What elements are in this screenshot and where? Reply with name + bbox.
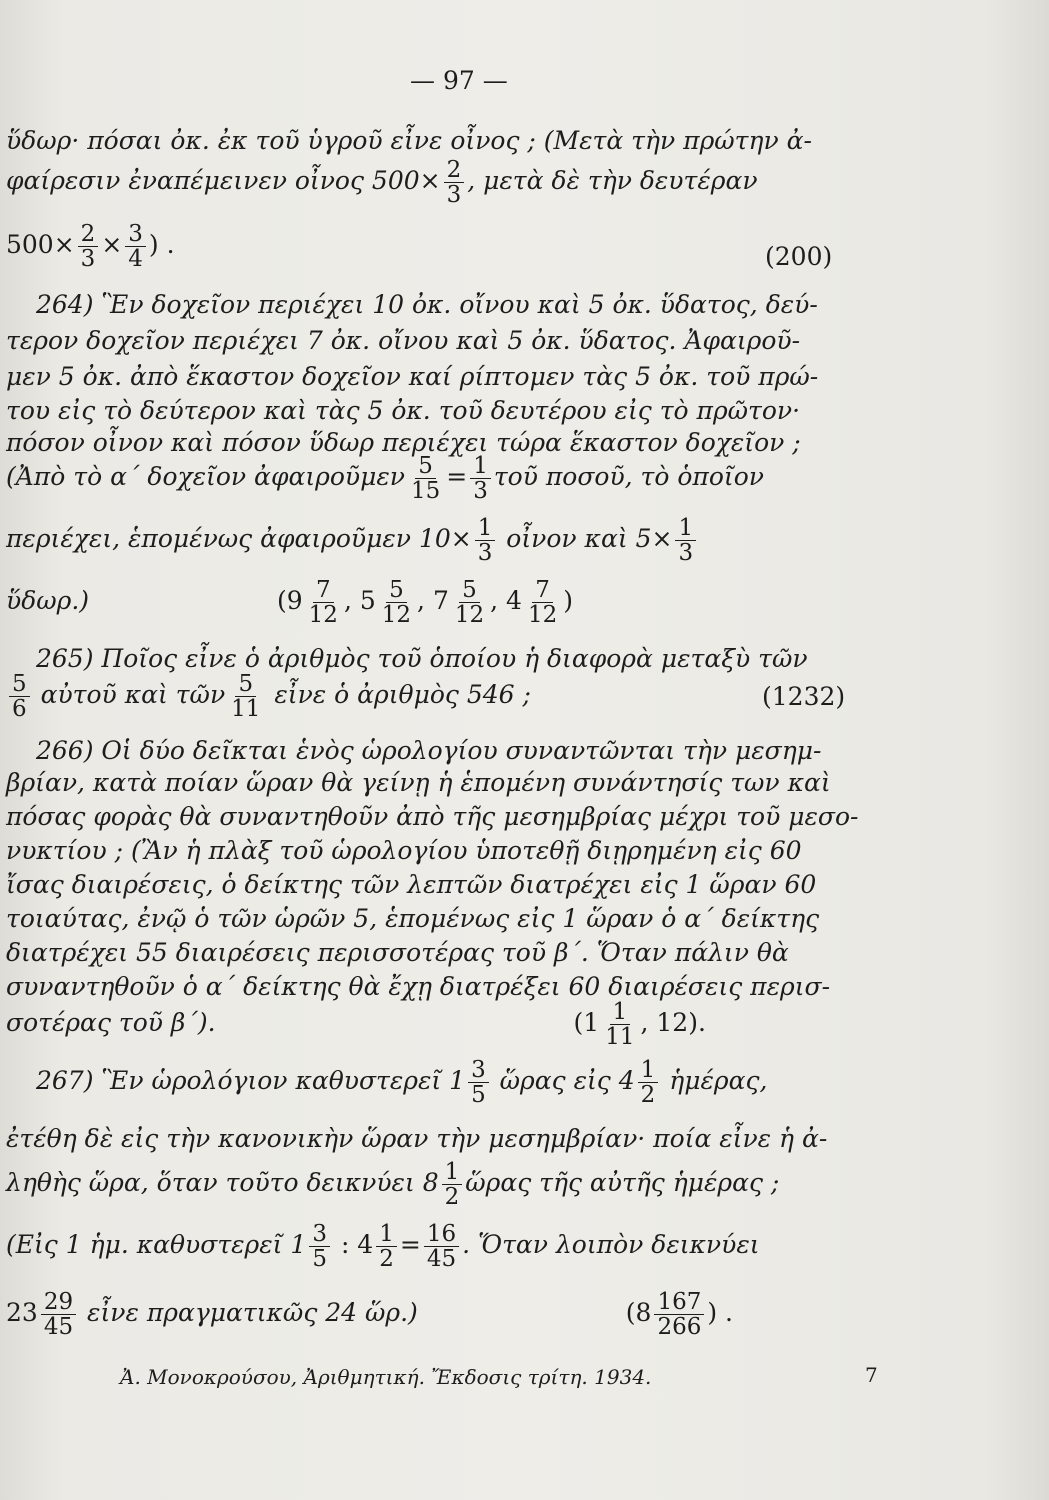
text-line: ἴσας διαιρέσεις, ὁ δείκτης τῶν λεπτῶν διατρέχει εἰς 1 ὥραν 60 bbox=[6, 870, 817, 899]
fraction: $\frac{7}{12}$ bbox=[308, 577, 338, 629]
fraction: $\frac{2}{3}$ bbox=[444, 158, 465, 207]
text-line: $\frac{5}{6}$ αὐτοῦ καὶ τῶν $\frac{5}{11}$ εἶνε ὁ ἀριθμὸς 546 ; bbox=[6, 672, 531, 721]
page-number: — 97 — bbox=[410, 66, 508, 95]
problem-267: 267) Ἓν ὡρολόγιον καθυστερεῖ 1 $\frac{3}{5}$ ὥρας εἰς 4 $\frac{1}{2}$ ἡμέρας, bbox=[36, 1057, 768, 1109]
fraction: $\frac{1}{3}$ bbox=[675, 516, 696, 565]
text-line: διατρέχει 55 διαιρέσεις περισσοτέρας τοῦ β΄. Ὅταν πάλιν θὰ bbox=[6, 938, 789, 967]
text-line: φαίρεσιν ἐναπέμεινεν οἶνος 500× $\frac{2}{3}$ , μετὰ δὲ τὴν δευτέραν bbox=[6, 157, 758, 209]
fraction: $\frac{5}{15}$ bbox=[410, 453, 441, 505]
fraction: $\frac{5}{11}$ bbox=[231, 671, 261, 723]
text-line: σοτέρας τοῦ β΄). (1 $\frac{1}{11}$ , 12). bbox=[6, 999, 706, 1051]
answer: (200) bbox=[765, 242, 833, 271]
problem-264: 264) Ἓν δοχεῖον περιέχει 10 ὀκ. οἴνου καὶ 5 ὀκ. ὕδατος, δεύ- bbox=[36, 290, 818, 319]
fraction: $\frac{5}{6}$ bbox=[9, 672, 30, 721]
fraction: $\frac{5}{12}$ bbox=[454, 577, 485, 629]
text-line: μεν 5 ὀκ. ἀπὸ ἕκαστον δοχεῖον καί ρίπτομεν τὰς 5 ὀκ. τοῦ πρώ- bbox=[6, 362, 819, 391]
text-line: νυκτίου ; (Ἂν ἡ πλὰξ τοῦ ὡρολογίου ὑποτεθῇ διῃρημένη εἰς 60 bbox=[6, 836, 802, 865]
text-line: τερον δοχεῖον περιέχει 7 ὀκ. οἴνου καὶ 5 ὀκ. ὕδατος. Ἀφαιροῦ- bbox=[6, 326, 801, 355]
fraction: $\frac{1}{3}$ bbox=[475, 516, 496, 565]
fraction: $\frac{1}{2}$ bbox=[376, 1222, 397, 1271]
fraction: $\frac{1}{2}$ bbox=[638, 1058, 659, 1107]
fraction: $\frac{5}{12}$ bbox=[381, 577, 412, 629]
text-line: τοιαύτας, ἐνῷ ὁ τῶν ὡρῶν 5, ἑπομένως εἰς 1 ὥραν ὁ α΄ δείκτης bbox=[6, 904, 820, 933]
text-line: 23 $\frac{29}{45}$ εἶνε πραγματικῶς 24 ὥρ.) (8 $\frac{167}{266}$ ) . bbox=[6, 1289, 733, 1341]
text-line: (Εἰς 1 ἡμ. καθυστερεῖ 1 $\frac{3}{5}$ : 4 $\frac{1}{2}$ = $\frac{16}{45}$ . Ὅταν λοιπὸν δεικνύει bbox=[6, 1221, 760, 1273]
problem-265: 265) Ποῖος εἶνε ὁ ἀριθμὸς τοῦ ὁποίου ἡ διαφορὰ μεταξὺ τῶν bbox=[36, 644, 808, 673]
fraction: $\frac{3}{4}$ bbox=[125, 222, 146, 271]
fraction: $\frac{3}{5}$ bbox=[309, 1222, 330, 1271]
fraction: $\frac{7}{12}$ bbox=[527, 577, 558, 629]
text-line: ληθὴς ὥρα, ὅταν τοῦτο δεικνύει 8 $\frac{1}{2}$ ὥρας τῆς αὐτῆς ἡμέρας ; bbox=[6, 1159, 780, 1211]
signature-mark: 7 bbox=[865, 1363, 878, 1387]
text-line: συναντηθοῦν ὁ α΄ δείκτης θὰ ἔχῃ διατρέξει 60 διαιρέσεις περισ- bbox=[6, 972, 831, 1001]
fraction: $\frac{1}{2}$ bbox=[442, 1160, 463, 1209]
fraction: $\frac{1}{3}$ bbox=[470, 454, 491, 503]
footer-citation: Ἀ. Μονοκρούσου, Ἀριθμητική. Ἔκδοσις τρίτη. 1934. bbox=[120, 1365, 652, 1389]
text-line: περιέχει, ἑπομένως ἀφαιροῦμεν 10× $\frac{1}{3}$ οἶνον καὶ 5× $\frac{1}{3}$ bbox=[6, 516, 699, 565]
text-line: ὕδωρ· πόσαι ὀκ. ἐκ τοῦ ὑγροῦ εἶνε οἶνος ; (Μετὰ τὴν πρώτην ἀ- bbox=[6, 126, 812, 155]
text-line: πόσας φορὰς θὰ συναντηθοῦν ἀπὸ τῆς μεσημβρίας μέχρι τοῦ μεσο- bbox=[6, 802, 859, 831]
text-line: (Ἀπὸ τὸ α΄ δοχεῖον ἀφαιροῦμεν $\frac{5}{15}$ = $\frac{1}{3}$ τοῦ ποσοῦ, τὸ ὁποῖον bbox=[6, 453, 764, 505]
fraction: $\frac{29}{45}$ bbox=[41, 1290, 76, 1339]
text-line: 500× $\frac{2}{3}$ × $\frac{3}{4}$ ) . bbox=[6, 221, 175, 273]
text-line: ὕδωρ.) (9 $\frac{7}{12}$ , 5 $\frac{5}{12}$ , 7 $\frac{5}{12}$ , 4 $\frac{7}{12}$ ) bbox=[6, 577, 573, 629]
fraction: $\frac{167}{266}$ bbox=[654, 1290, 704, 1339]
fraction: $\frac{3}{5}$ bbox=[468, 1058, 489, 1107]
answer: (1232) bbox=[762, 682, 846, 711]
problem-266: 266) Οἱ δύο δεῖκται ἑνὸς ὡρολογίου συναντῶνται τὴν μεσημ- bbox=[36, 736, 822, 765]
text-line: του εἰς τὸ δεύτερον καὶ τὰς 5 ὀκ. τοῦ δευτέρου εἰς τὸ πρῶτον· bbox=[6, 396, 801, 425]
fraction: $\frac{16}{45}$ bbox=[424, 1222, 459, 1271]
text-line: ἐτέθη δὲ εἰς τὴν κανονικὴν ὥραν τὴν μεσημβρίαν· ποία εἶνε ἡ ἀ- bbox=[6, 1124, 828, 1153]
fraction: $\frac{2}{3}$ bbox=[78, 222, 99, 271]
text-line: πόσον οἶνον καὶ πόσον ὕδωρ περιέχει τώρα ἕκαστον δοχεῖον ; bbox=[6, 428, 801, 457]
text-line: βρίαν, κατὰ ποίαν ὥραν θὰ γείνῃ ἡ ἑπομένη συνάντησίς των καὶ bbox=[6, 768, 831, 797]
fraction: $\frac{1}{11}$ bbox=[605, 999, 635, 1051]
